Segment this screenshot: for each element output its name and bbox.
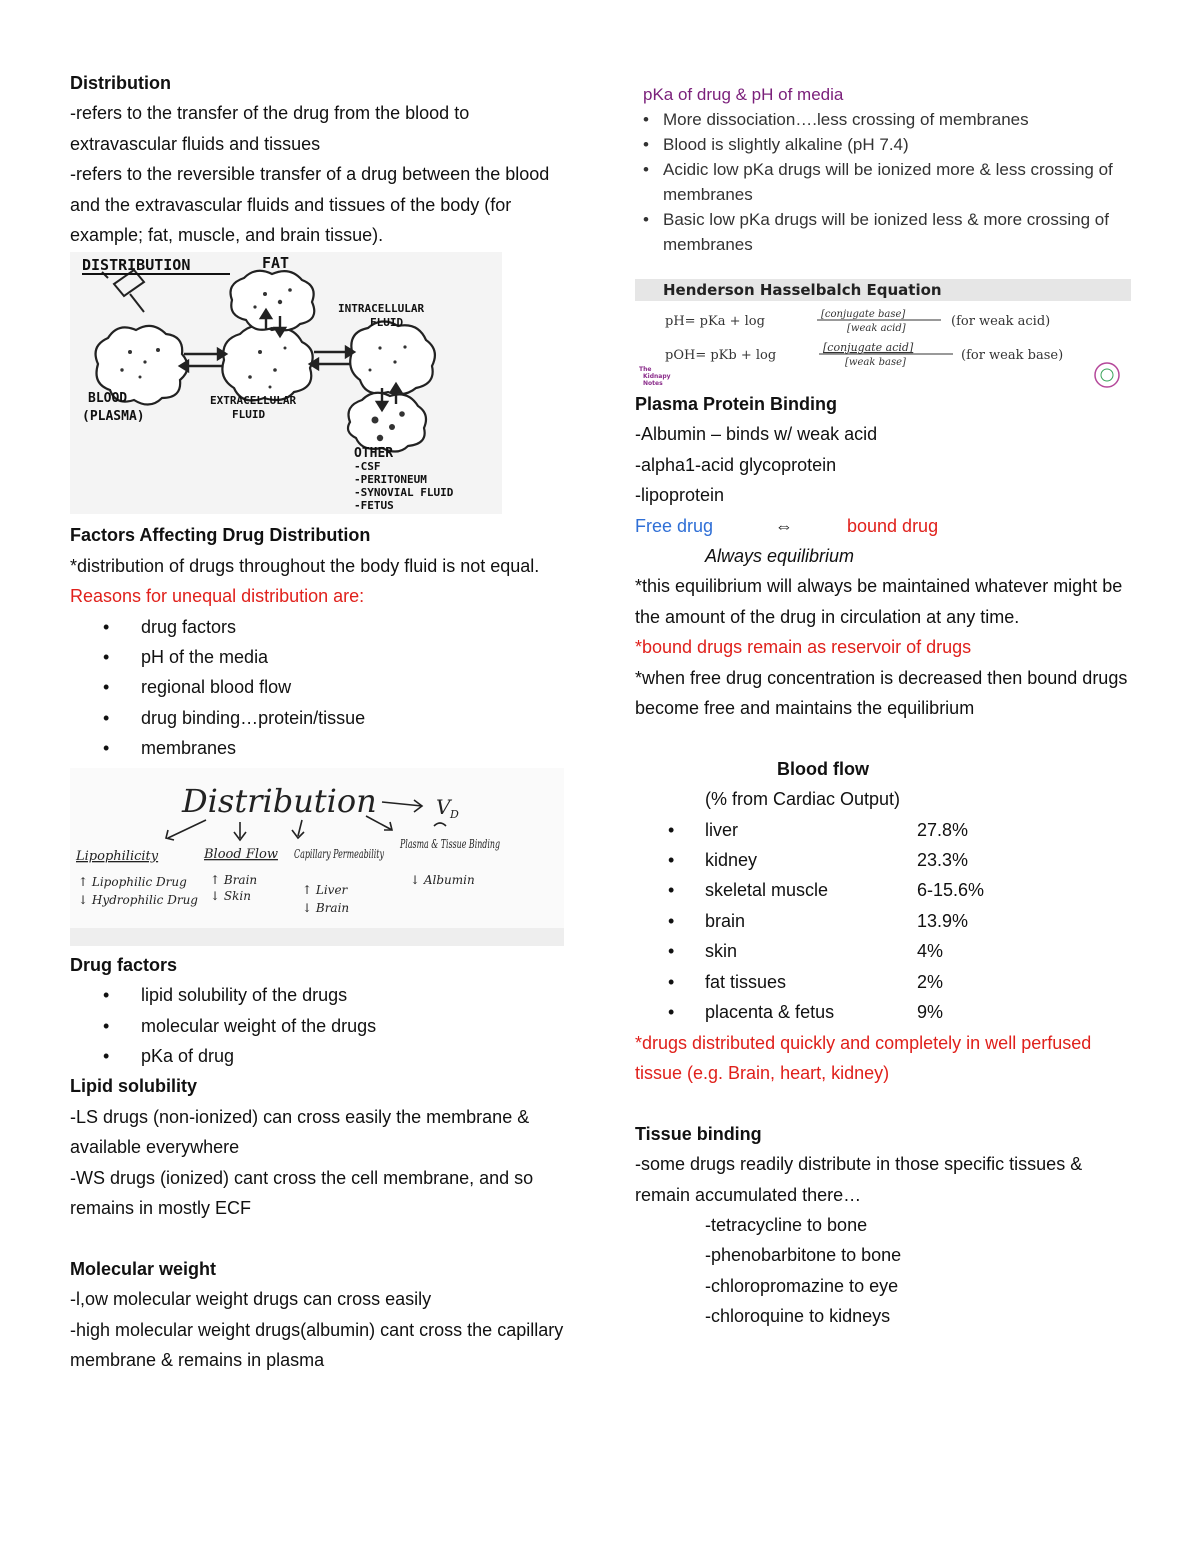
free-drug-label: Free drug xyxy=(635,515,714,536)
intracellular-cloud xyxy=(350,322,435,395)
right-column xyxy=(635,68,1135,1332)
organ-name: • fat tissues xyxy=(705,971,787,992)
ppb-note-1: *this equilibrium will always be maintained whatever might be the amount of the drug in circulation at any time. xyxy=(635,576,1123,627)
tissue-item: -phenobarbitone to bone xyxy=(705,1245,902,1266)
tissue-item: -chloropromazine to eye xyxy=(705,1275,899,1296)
ppb-line-3: -lipoprotein xyxy=(635,485,725,506)
lipid-line-1: -LS drugs (non-ionized) can cross easily the membrane & available everywhere xyxy=(70,1106,530,1158)
tissue-item: -chloroquine to kidneys xyxy=(705,1306,891,1327)
hh-logo-2: Kidnapy xyxy=(643,373,671,380)
pka-list xyxy=(635,107,1135,257)
distribution-diagram xyxy=(70,252,502,514)
drug-factors-list xyxy=(70,980,570,1071)
hh-eq2-den: [weak base] xyxy=(845,357,906,368)
bloodflow-note: *drugs distributed quickly and completely in well perfused tissue (e.g. Brain, heart, kidney) xyxy=(635,1032,1092,1083)
list-item xyxy=(635,845,1135,875)
hh-logo-1: The xyxy=(639,366,652,373)
list-item: • molecular weight of the drugs xyxy=(70,1011,570,1041)
tissue-item: -tetracycline to bone xyxy=(705,1214,868,1235)
list-item xyxy=(635,967,1135,997)
fig1-extracellular-1: EXTRACELLULAR xyxy=(210,394,297,408)
list-item xyxy=(635,936,1135,966)
fig1-other-2: -CSF xyxy=(354,460,381,474)
fig2-branch-1-line-1: ↑ Lipophilic Drug xyxy=(78,874,187,889)
always-equilibrium: Always equilibrium xyxy=(705,546,855,567)
ppb-line-2: -alpha1-acid glycoprotein xyxy=(635,454,837,475)
hh-title: Henderson Hasselbalch Equation xyxy=(663,281,942,299)
lipid-line-2: -WS drugs (ionized) cant cross the cell membrane, and so remains in mostly ECF xyxy=(70,1167,534,1218)
list-item: • drug binding…protein/tissue xyxy=(70,703,570,733)
hh-eq1-den: [weak acid] xyxy=(847,323,906,334)
list-item: • membranes xyxy=(70,733,570,763)
tissue-heading: Tissue binding xyxy=(635,1123,762,1144)
fig1-extracellular-2: FLUID xyxy=(232,408,266,422)
hh-logo-3: Notes xyxy=(643,380,663,387)
list-item: • More dissociation….less crossing of membranes xyxy=(635,107,1135,132)
left-column xyxy=(70,68,570,1375)
organ-value: 9% xyxy=(917,1002,944,1023)
ppb-note-3: *when free drug concentration is decreased then bound drugs become free and maintains the equilibrium xyxy=(635,667,1128,719)
list-item xyxy=(635,997,1135,1027)
list-item xyxy=(635,875,1135,905)
organ-name: • kidney xyxy=(705,850,758,871)
bound-drug-label: bound drug xyxy=(847,515,939,536)
reasons-list xyxy=(70,612,570,764)
organ-value: 13.9% xyxy=(917,910,969,931)
fig2-branch-2-head: Blood Flow xyxy=(204,846,278,862)
organ-name: • skeletal muscle xyxy=(705,880,829,901)
equilibrium-arrow-icon: ⇔ xyxy=(775,515,793,536)
fig1-title: DISTRIBUTION xyxy=(82,256,191,275)
fig2-branch-2-line-2: ↓ Skin xyxy=(210,888,251,903)
fig2-branch-1-line-2: ↓ Hydrophilic Drug xyxy=(78,892,198,907)
organ-name: • skin xyxy=(705,941,738,962)
pka-title: pKa of drug & pH of media xyxy=(643,85,844,104)
list-item: • Acidic low pKa drugs will be ionized more & less crossing of membranes xyxy=(635,157,1135,207)
bloodflow-subheading: (% from Cardiac Output) xyxy=(705,789,901,810)
organ-value: 4% xyxy=(917,941,944,962)
ppb-heading: Plasma Protein Binding xyxy=(635,394,838,414)
fig2-branch-3-line-2: ↓ Brain xyxy=(302,900,350,915)
hh-eq2-note: (for weak base) xyxy=(961,348,1064,363)
distribution-summary-figure xyxy=(70,768,564,946)
hh-eq1-note: (for weak acid) xyxy=(951,314,1051,329)
hh-eq1-lhs: pH= pKa + log xyxy=(665,314,765,329)
organ-value: 6-15.6% xyxy=(917,880,985,901)
organ-name: • brain xyxy=(705,910,746,931)
drug-factors-heading: Drug factors xyxy=(70,954,178,975)
organ-value: 23.3% xyxy=(917,850,969,871)
factors-heading: Factors Affecting Drug Distribution xyxy=(70,525,371,546)
ppb-note-2: *bound drugs remain as reservoir of drugs xyxy=(635,637,972,658)
list-item xyxy=(635,815,1135,845)
distribution-line-1: -refers to the transfer of the drug from the blood to extravascular fluids and tissues xyxy=(70,103,470,154)
list-item: • lipid solubility of the drugs xyxy=(70,980,570,1010)
reasons-label: Reasons for unequal distribution are: xyxy=(70,586,365,607)
fig2-title: Distribution xyxy=(182,781,377,820)
hh-eq2-lhs: pOH= pKb + log xyxy=(665,348,777,363)
bloodflow-heading: Blood flow xyxy=(777,758,869,779)
fig2-branch-4-line-1: ↓ Albumin xyxy=(410,872,475,887)
ppb-line-1: -Albumin – binds w/ weak acid xyxy=(635,424,878,445)
factors-line: *distribution of drugs throughout the body fluid is not equal. xyxy=(70,555,540,576)
fig2-branch-3-line-1: ↑ Liver xyxy=(302,882,348,897)
fig1-fat-label: FAT xyxy=(262,254,290,273)
hh-eq1-num: [conjugate base] xyxy=(821,309,906,320)
fig1-intracellular-2: FLUID xyxy=(370,316,404,330)
molecular-line-2: -high molecular weight drugs(albumin) cant cross the capillary membrane & remains in plasma xyxy=(70,1319,564,1370)
molecular-heading: Molecular weight xyxy=(70,1258,217,1279)
bloodflow-list xyxy=(635,815,1135,1028)
extracellular-cloud xyxy=(222,326,312,401)
fig2-branch-4-head: Plasma & Tissue Binding xyxy=(399,836,501,851)
lipid-heading: Lipid solubility xyxy=(70,1076,197,1097)
pka-slide xyxy=(635,82,1135,257)
free-bound-row xyxy=(635,511,1135,541)
fig2-branch-1-head: Lipophilicity xyxy=(76,848,159,864)
list-item: • regional blood flow xyxy=(70,672,570,702)
organ-name: • liver xyxy=(705,819,739,840)
distribution-line-2: -refers to the reversible transfer of a drug between the blood and the extravascular fluids and tissues of the body (for example; fat, muscle, and brain tissue). xyxy=(70,164,550,246)
molecular-line-1: -l,ow molecular weight drugs can cross easily xyxy=(70,1289,432,1310)
fig1-blood-2: (PLASMA) xyxy=(82,409,145,425)
fig1-other-4: -SYNOVIAL FLUID xyxy=(354,486,454,500)
henderson-hasselbalch-figure xyxy=(635,279,1131,391)
fig2-branch-3-head: Capillary Permeability xyxy=(294,846,385,861)
list-item: • pH of the media xyxy=(70,642,570,672)
list-item: • drug factors xyxy=(70,612,570,642)
list-item xyxy=(635,906,1135,936)
fig1-other-5: -FETUS xyxy=(354,499,394,513)
fig1-other-1: OTHER xyxy=(354,446,394,462)
hh-eq2-num: [conjugate acid] xyxy=(823,341,914,354)
fig1-intracellular-1: INTRACELLULAR xyxy=(338,302,425,316)
distribution-heading: Distribution xyxy=(70,73,171,93)
organ-value: 27.8% xyxy=(917,819,969,840)
organ-name: • placenta & fetus xyxy=(705,1002,835,1023)
list-item: • Basic low pKa drugs will be ionized less & more crossing of membranes xyxy=(635,207,1135,257)
fig2-vd-sub: D xyxy=(450,807,459,821)
fig2-branch-2-line-1: ↑ Brain xyxy=(210,872,258,887)
list-item: • pKa of drug xyxy=(70,1041,570,1071)
organ-value: 2% xyxy=(917,971,944,992)
list-item: • Blood is slightly alkaline (pH 7.4) xyxy=(635,132,1135,157)
fig2-vd: V xyxy=(436,794,451,819)
tissue-line: -some drugs readily distribute in those specific tissues & remain accumulated there… xyxy=(635,1154,1083,1205)
fig1-blood-1: BLOOD xyxy=(88,391,128,407)
fig1-other-3: -PERITONEUM xyxy=(354,473,427,487)
